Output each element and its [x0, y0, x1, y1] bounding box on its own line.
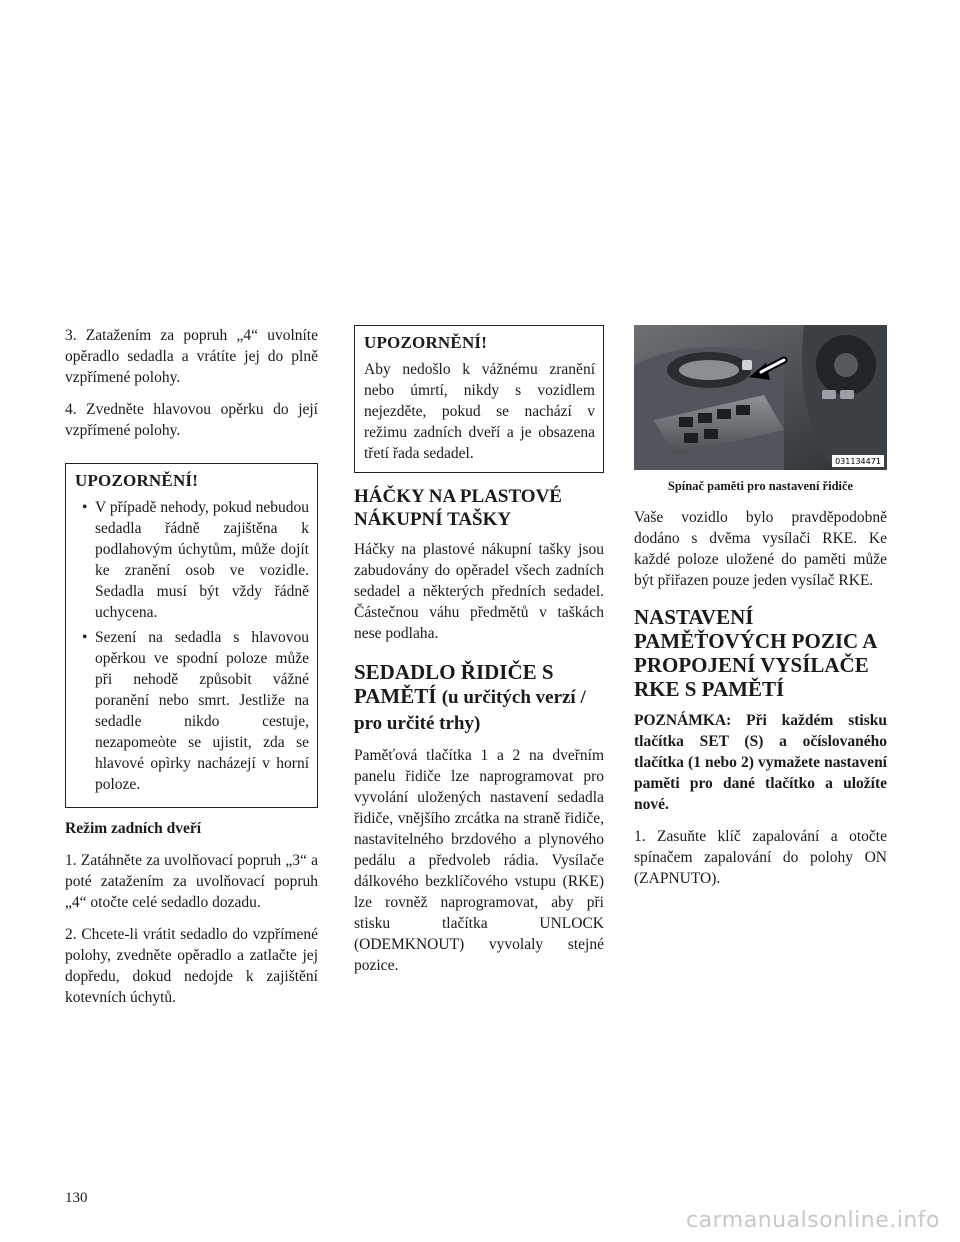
memory-seat-heading	[354, 660, 604, 736]
step-4: 4. Zvedněte hlavovou opěrku do její vzpřímené polohy.	[65, 401, 318, 439]
memory-heading-sub: (u určitých verzí / pro určité trhy)	[354, 687, 586, 734]
warning-list	[75, 497, 309, 795]
step-3: 3. Zatažením za popruh „4“ uvolníte opěradlo sedadla a vrátíte jej do plně vzpřímené polohy.	[65, 327, 318, 386]
warning-text: Aby nedošlo k vážnému zranění nebo úmrtí, nikdy s vozidlem nejezděte, pokud se nachází v režimu zadních dveří a je obsazena třetí řada sedadel.	[364, 361, 595, 462]
page-number: 130	[65, 1190, 88, 1206]
image-code: 031134471	[835, 457, 881, 466]
hooks-text: Háčky na plastové nákupní tašky jsou zabudovány do opěradel všech zadních sedadel a některých předních sedadel. Částečnou váhu předmětů v taškách nese podlaha.	[354, 541, 604, 642]
memory-text: Paměťová tlačítka 1 a 2 na dveřním panelu řidiče lze naprogramovat pro vyvolání uložených nastavení sedadla řidiče, vnějšího zrcátka na straně řidiče, nastavitelného brzdového a plynového pedálu a předvoleb rádia. Vysílače dálkového bezklíčového vstupu (RKE) lze rovněž naprogramovat, aby při stisku tlačítka UNLOCK (ODEMKNOUT) vyvolaly stejné pozice.	[354, 747, 604, 974]
rear-mode-heading: Režim zadních dveří	[65, 820, 202, 837]
watermark: carmanualsonline.info	[686, 1208, 940, 1233]
setup-step-1: 1. Zasuňte klíč zapalování a otočte spínačem zapalování do polohy ON (ZAPNUTO).	[634, 828, 887, 887]
right-column	[634, 325, 887, 889]
memory-heading-main: SEDADLO ŘIDIČE S PAMĚTÍ	[354, 660, 554, 708]
door-panel-illustration	[634, 325, 887, 470]
left-column	[65, 325, 318, 1008]
door-panel-photo	[634, 325, 887, 470]
warning-title: UPOZORNĚNÍ!	[364, 333, 488, 352]
image-caption: Spínač paměti pro nastavení řidiče	[667, 479, 854, 493]
warning-title: UPOZORNĚNÍ!	[75, 471, 199, 490]
note-text: POZNÁMKA: Při každém stisku tlačítka SET (S) a očíslovaného tlačítka (1 nebo 2) vymažete nastavení paměti pro dané tlačítko a uložíte nové.	[634, 712, 887, 813]
rear-step-2: 2. Chcete-li vrátit sedadlo do vzpřímené polohy, zvedněte opěradlo a zatlačte jej dopředu, dokud nedojde k zajištění kotevních úchytů.	[65, 926, 318, 1006]
hooks-heading: HÁČKY NA PLASTOVÉ NÁKUPNÍ TAŠKY	[354, 486, 562, 530]
warning-item: • V případě nehody, pokud nebudou sedadla řádně zajištěna k podlahovým úchytům, může dojít ke zranění osob ve vozidle. Sedadla musí být vždy řádně uchycena.	[75, 497, 309, 623]
setup-heading: NASTAVENÍ PAMĚŤOVÝCH POZIC A PROPOJENÍ VYSÍLAČE RKE S PAMĚTÍ	[634, 605, 877, 701]
warning-box-2	[354, 325, 604, 473]
middle-column	[354, 325, 604, 976]
warning-box-1	[65, 463, 318, 808]
warning-item: • Sezení na sedadla s hlavovou opěrkou ve spodní poloze může při nehodě způsobit vážné poranění nebo smrt. Jestliže na sedadle nikdo cestuje, nezapomeòte se ujistit, zda se hlavové opìrky nacházejí v horní poloze.	[75, 627, 309, 795]
rke-text: Vaše vozidlo bylo pravděpodobně dodáno s dvěma vysílači RKE. Ke každé poloze uložené do paměti může být přiřazen pouze jeden vysílač RKE.	[634, 509, 887, 589]
rear-step-1: 1. Zatáhněte za uvolňovací popruh „3“ a poté zatažením za uvolňovací popruh „4“ otočte celé sedadlo dozadu.	[65, 852, 318, 911]
